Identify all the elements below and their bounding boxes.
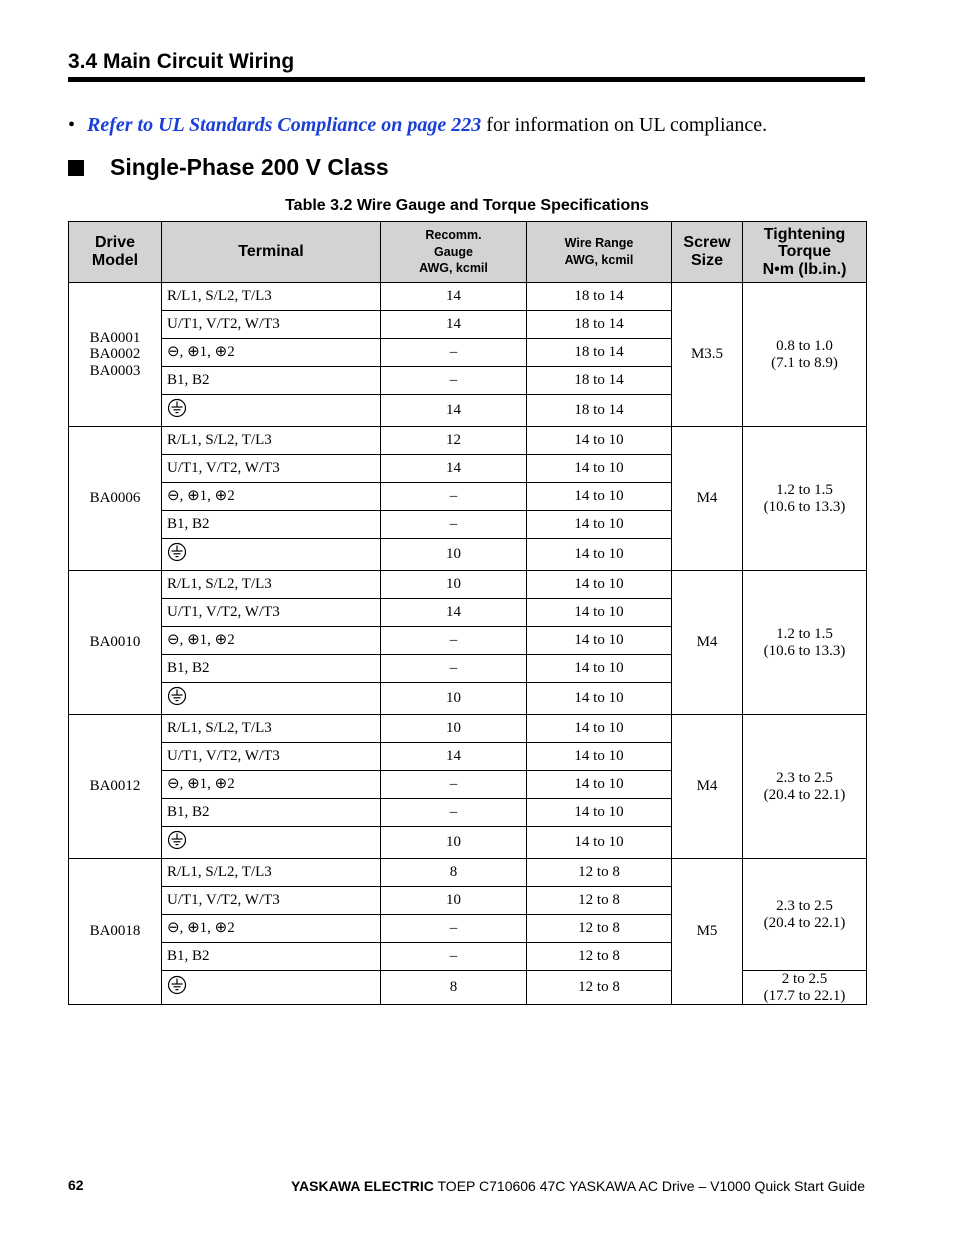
recomm-gauge-cell: – xyxy=(381,915,527,943)
recomm-gauge-cell: – xyxy=(381,771,527,799)
terminal-cell xyxy=(162,827,381,859)
drive-model-cell: BA0018 xyxy=(69,859,162,1005)
drive-model-cell: BA0010 xyxy=(69,571,162,715)
terminal-cell: B1, B2 xyxy=(162,511,381,539)
col-header-recomm-gauge: Recomm. Gauge AWG, kcmil xyxy=(381,222,527,283)
recomm-gauge-cell: – xyxy=(381,339,527,367)
wire-range-cell: 18 to 14 xyxy=(527,367,672,395)
square-bullet-icon xyxy=(68,160,84,176)
wire-range-cell: 14 to 10 xyxy=(527,427,672,455)
recomm-gauge-cell: 12 xyxy=(381,427,527,455)
recomm-gauge-cell: 14 xyxy=(381,599,527,627)
page-number: 62 xyxy=(68,1177,84,1193)
table-row xyxy=(69,571,867,599)
recomm-gauge-cell: – xyxy=(381,943,527,971)
col-header-terminal: Terminal xyxy=(162,222,381,283)
col-header-screw-size: Screw Size xyxy=(672,222,743,283)
wire-range-cell: 18 to 14 xyxy=(527,339,672,367)
ground-terminal-icon xyxy=(167,975,187,1000)
ul-standards-link[interactable]: Refer to UL Standards Compliance on page 223 xyxy=(87,114,482,136)
torque-cell: 2.3 to 2.5 (20.4 to 22.1) xyxy=(743,715,867,859)
screw-size-cell: M4 xyxy=(672,715,743,859)
table-header-row xyxy=(69,222,867,283)
wire-range-cell: 14 to 10 xyxy=(527,455,672,483)
terminal-cell: ⊖, ⊕1, ⊕2 xyxy=(162,339,381,367)
recomm-gauge-cell: – xyxy=(381,799,527,827)
wire-range-cell: 14 to 10 xyxy=(527,599,672,627)
recomm-gauge-cell: – xyxy=(381,655,527,683)
wire-range-cell: 14 to 10 xyxy=(527,511,672,539)
section-title: 3.4 Main Circuit Wiring xyxy=(68,50,295,73)
wire-range-cell: 14 to 10 xyxy=(527,771,672,799)
terminal-cell: ⊖, ⊕1, ⊕2 xyxy=(162,915,381,943)
wire-range-cell: 14 to 10 xyxy=(527,799,672,827)
ground-terminal-icon xyxy=(167,830,187,855)
recomm-gauge-cell: 8 xyxy=(381,859,527,887)
terminal-cell: U/T1, V/T2, W/T3 xyxy=(162,311,381,339)
wire-range-cell: 14 to 10 xyxy=(527,743,672,771)
terminal-cell: U/T1, V/T2, W/T3 xyxy=(162,743,381,771)
recomm-gauge-cell: 14 xyxy=(381,455,527,483)
terminal-cell xyxy=(162,971,381,1005)
recomm-gauge-cell: 10 xyxy=(381,887,527,915)
recomm-gauge-cell: – xyxy=(381,511,527,539)
table-row xyxy=(69,715,867,743)
terminal-cell xyxy=(162,539,381,571)
drive-model-cell: BA0001 BA0002 BA0003 xyxy=(69,283,162,427)
wire-range-cell: 18 to 14 xyxy=(527,395,672,427)
table-caption: Table 3.2 Wire Gauge and Torque Specifications xyxy=(285,197,649,214)
torque-cell: 2.3 to 2.5 (20.4 to 22.1) xyxy=(743,859,867,971)
recomm-gauge-cell: – xyxy=(381,483,527,511)
wire-range-cell: 12 to 8 xyxy=(527,943,672,971)
ground-terminal-icon xyxy=(167,686,187,711)
recomm-gauge-cell: – xyxy=(381,627,527,655)
recomm-gauge-cell: 10 xyxy=(381,827,527,859)
terminal-cell: R/L1, S/L2, T/L3 xyxy=(162,859,381,887)
ul-compliance-note xyxy=(68,114,767,137)
terminal-cell: R/L1, S/L2, T/L3 xyxy=(162,283,381,311)
screw-size-cell: M4 xyxy=(672,571,743,715)
wire-range-cell: 14 to 10 xyxy=(527,627,672,655)
terminal-cell: ⊖, ⊕1, ⊕2 xyxy=(162,483,381,511)
recomm-gauge-cell: 10 xyxy=(381,683,527,715)
table-row xyxy=(69,427,867,455)
wire-range-cell: 14 to 10 xyxy=(527,655,672,683)
table-row xyxy=(69,859,867,887)
terminal-cell: U/T1, V/T2, W/T3 xyxy=(162,455,381,483)
terminal-cell: ⊖, ⊕1, ⊕2 xyxy=(162,627,381,655)
wire-range-cell: 14 to 10 xyxy=(527,571,672,599)
footer-doc-title xyxy=(291,1178,865,1194)
terminal-cell xyxy=(162,395,381,427)
torque-ground-cell: 2 to 2.5 (17.7 to 22.1) xyxy=(743,971,867,1005)
wire-range-cell: 12 to 8 xyxy=(527,915,672,943)
wire-range-cell: 14 to 10 xyxy=(527,683,672,715)
screw-size-cell: M4 xyxy=(672,427,743,571)
note-text: for information on UL compliance. xyxy=(481,114,768,136)
terminal-cell: B1, B2 xyxy=(162,367,381,395)
screw-size-cell: M5 xyxy=(672,859,743,1005)
subheading xyxy=(68,154,389,181)
torque-cell: 1.2 to 1.5 (10.6 to 13.3) xyxy=(743,427,867,571)
table-row xyxy=(69,283,867,311)
wire-range-cell: 14 to 10 xyxy=(527,539,672,571)
ground-terminal-icon xyxy=(167,542,187,567)
table-row xyxy=(69,971,867,1005)
subheading-text: Single-Phase 200 V Class xyxy=(110,154,389,180)
terminal-cell: B1, B2 xyxy=(162,799,381,827)
wire-range-cell: 14 to 10 xyxy=(527,483,672,511)
terminal-cell: R/L1, S/L2, T/L3 xyxy=(162,715,381,743)
wire-range-cell: 12 to 8 xyxy=(527,859,672,887)
col-header-drive-model: Drive Model xyxy=(69,222,162,283)
wire-gauge-table xyxy=(68,221,867,1005)
recomm-gauge-cell: 10 xyxy=(381,715,527,743)
recomm-gauge-cell: 8 xyxy=(381,971,527,1005)
wire-range-cell: 14 to 10 xyxy=(527,827,672,859)
terminal-cell: ⊖, ⊕1, ⊕2 xyxy=(162,771,381,799)
recomm-gauge-cell: 10 xyxy=(381,571,527,599)
wire-range-cell: 18 to 14 xyxy=(527,311,672,339)
terminal-cell xyxy=(162,683,381,715)
wire-range-cell: 18 to 14 xyxy=(527,283,672,311)
recomm-gauge-cell: 14 xyxy=(381,395,527,427)
terminal-cell: U/T1, V/T2, W/T3 xyxy=(162,887,381,915)
wire-range-cell: 14 to 10 xyxy=(527,715,672,743)
recomm-gauge-cell: 14 xyxy=(381,743,527,771)
ground-terminal-icon xyxy=(167,398,187,423)
drive-model-cell: BA0012 xyxy=(69,715,162,859)
screw-size-cell: M3.5 xyxy=(672,283,743,427)
col-header-torque: Tightening Torque N•m (lb.in.) xyxy=(743,222,867,283)
terminal-cell: R/L1, S/L2, T/L3 xyxy=(162,571,381,599)
recomm-gauge-cell: – xyxy=(381,367,527,395)
wire-range-cell: 12 to 8 xyxy=(527,887,672,915)
recomm-gauge-cell: 14 xyxy=(381,311,527,339)
bullet: • xyxy=(68,114,76,136)
terminal-cell: B1, B2 xyxy=(162,943,381,971)
col-header-wire-range: Wire Range AWG, kcmil xyxy=(527,222,672,283)
recomm-gauge-cell: 14 xyxy=(381,283,527,311)
recomm-gauge-cell: 10 xyxy=(381,539,527,571)
drive-model-cell: BA0006 xyxy=(69,427,162,571)
terminal-cell: B1, B2 xyxy=(162,655,381,683)
footer-brand: YASKAWA ELECTRIC xyxy=(291,1178,434,1194)
terminal-cell: U/T1, V/T2, W/T3 xyxy=(162,599,381,627)
terminal-cell: R/L1, S/L2, T/L3 xyxy=(162,427,381,455)
torque-cell: 0.8 to 1.0 (7.1 to 8.9) xyxy=(743,283,867,427)
torque-cell: 1.2 to 1.5 (10.6 to 13.3) xyxy=(743,571,867,715)
wire-range-cell: 12 to 8 xyxy=(527,971,672,1005)
footer-title: TOEP C710606 47C YASKAWA AC Drive – V1000 Quick Start Guide xyxy=(433,1178,865,1194)
header-rule xyxy=(68,77,865,82)
